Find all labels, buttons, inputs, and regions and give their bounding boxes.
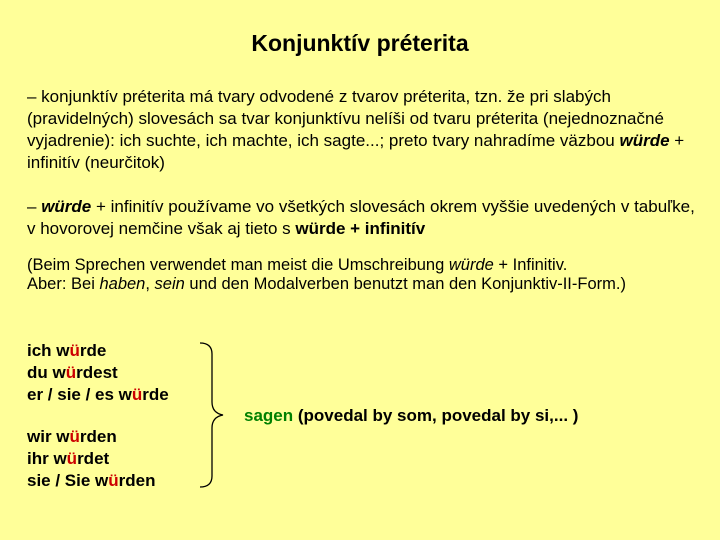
example-verb: sagen [244,406,294,425]
wurde-infinitive: würde + infinitív [295,219,426,238]
wurde-term: würde [619,131,670,150]
rule-1-text-end: + infinitív (neurčitok) [27,131,685,172]
sein-term: sein [154,275,185,293]
conjugation-line: ich würde [27,341,107,360]
example-verb-line [244,406,578,426]
singular-forms [27,340,169,406]
curly-brace-icon [196,340,226,490]
note-text: (Beim Sprechen verwendet man meist die Umschreibung [27,256,449,274]
note-text-2: + Infinitiv. [493,256,568,274]
paragraph-german-note [27,256,695,294]
note-text-4: und den Modalverben benutzt man den Konjunktiv-II-Form.) [184,275,626,293]
conjugation-line: ihr würdet [27,449,110,468]
haben-term: haben [99,275,146,293]
wurde-term: würde [41,197,92,216]
conjugation-line: wir würden [27,427,117,446]
note-text-3: Aber: Bei [27,275,100,293]
rule-1-text: – konjunktív préterita má tvary odvodené z tvarov préterita, tzn. že pri slabých (pravidelných) slovesách sa tvar konjunktívu nelíši od tvaru préterita (nejednoznačné vyjadrenie): ich suchte, ich machte, ich sagte...; preto tvary nahradíme väzbou [27,87,664,150]
rule-2-text: + infinitív používame vo všetkých slovesách okrem vyššie uvedených v tabuľke, v hovorovej nemčine však aj tieto s [27,197,695,238]
conjugation-line: sie / Sie würden [27,471,156,490]
plural-forms [27,426,156,492]
conjugation-line: du würdest [27,363,118,382]
conjugation-line: er / sie / es würde [27,385,169,404]
paragraph-rule-1 [27,86,695,174]
page-title: Konjunktív préterita [251,30,469,56]
example-gloss: (povedal by som, povedal by si,... ) [293,406,579,425]
rule-2-dash: – [27,197,42,216]
paragraph-rule-2 [27,196,695,240]
note-comma: , [145,275,155,293]
wurde-term: würde [448,256,494,274]
